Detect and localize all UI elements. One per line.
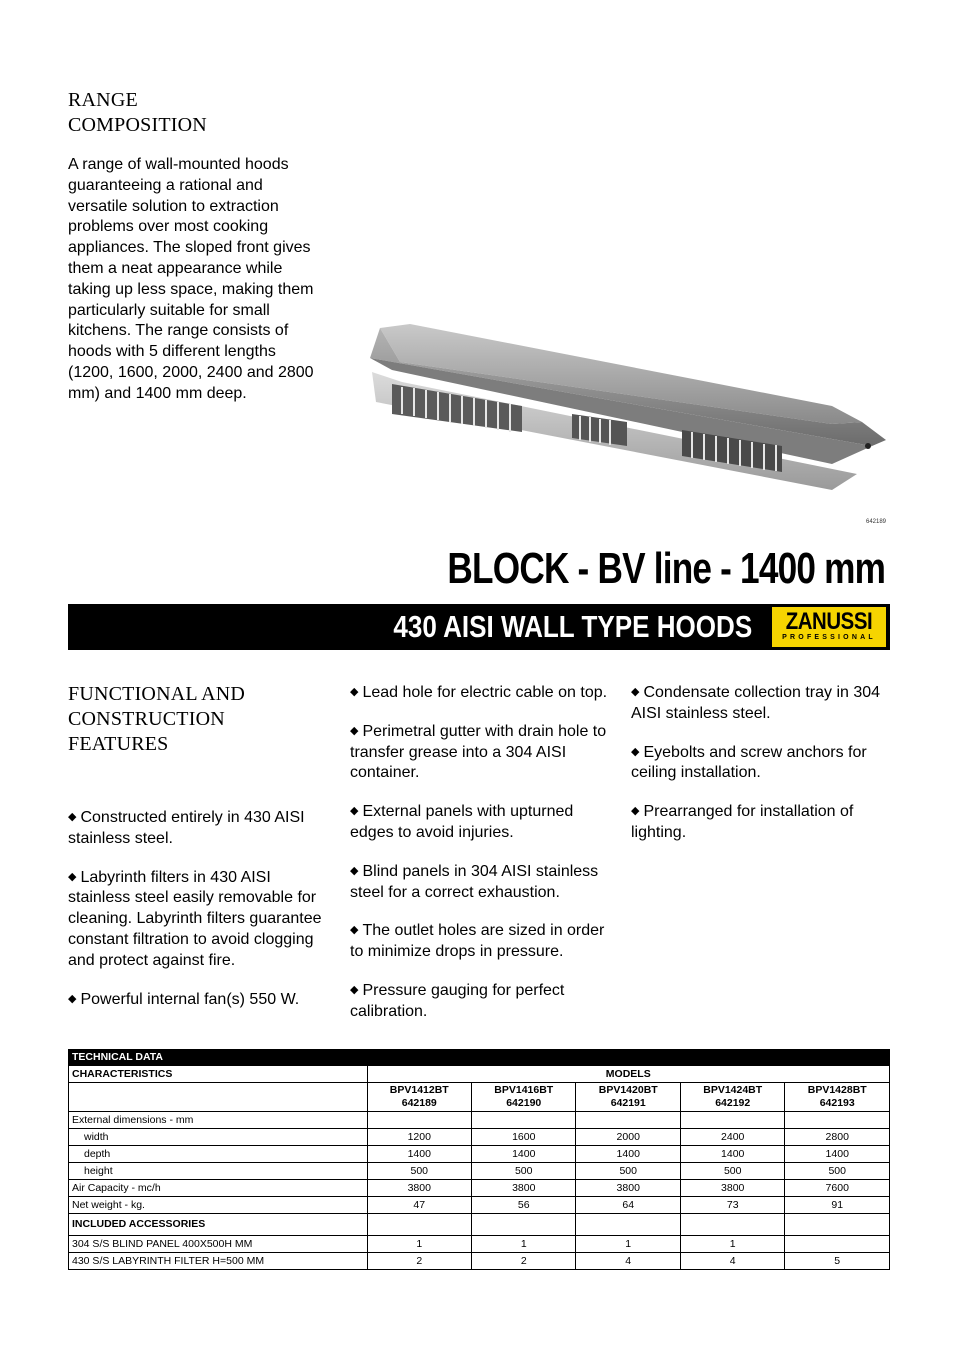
row-label: height — [69, 1163, 368, 1180]
features-heading-line2: CONSTRUCTION — [68, 708, 225, 730]
feature-item: ◆ External panels with upturned edges to avoid injuries. — [350, 803, 574, 841]
value-cell: 1 — [472, 1236, 576, 1253]
value-cell: 64 — [576, 1197, 680, 1214]
zanussi-logo — [772, 607, 886, 647]
range-description: A range of wall-mounted hoods guaranteeing a rational and versatile solution to extraction problems over most cooking appliances. The sloped front gives them a neat appearance while taking up less space, making them particularly suitable for small kitchens. The range consists of hoods with 5 different lengths (1200, 1600, 2000, 2400 and 2800 mm) and 1400 mm deep. — [68, 156, 314, 402]
features-column-1 — [68, 807, 324, 1027]
value-cell: 2000 — [576, 1129, 680, 1146]
table-header-row — [69, 1066, 890, 1083]
value-cell: 2 — [367, 1253, 471, 1270]
table-title: TECHNICAL DATA — [69, 1050, 890, 1066]
value-cell: 500 — [680, 1163, 784, 1180]
value-cell: 5 — [785, 1253, 890, 1270]
feature-item: ◆ Lead hole for electric cable on top. — [350, 684, 608, 701]
feature-item: ◆ The outlet holes are sized in order to minimize drops in pressure. — [350, 922, 605, 961]
value-cell: 3800 — [367, 1180, 471, 1197]
row-label: Air Capacity - mc/h — [69, 1180, 368, 1197]
model-cell: BPV1424BT 642192 — [680, 1083, 784, 1112]
hood-product-image — [362, 322, 890, 500]
value-cell: 56 — [472, 1197, 576, 1214]
bullet-icon: ◆ — [350, 805, 359, 818]
table-row — [69, 1180, 890, 1197]
features-heading-line1: FUNCTIONAL AND — [68, 683, 246, 705]
row-label: 430 S/S LABYRINTH FILTER H=500 MM — [69, 1253, 368, 1270]
value-cell: 73 — [680, 1197, 784, 1214]
brand-subtitle: PROFESSIONAL — [782, 634, 876, 641]
value-cell: 3800 — [576, 1180, 680, 1197]
value-cell — [785, 1236, 890, 1253]
value-cell: 1 — [680, 1236, 784, 1253]
accessories-header: INCLUDED ACCESSORIES — [69, 1214, 368, 1236]
value-cell: 1400 — [680, 1146, 784, 1163]
table-title-row — [69, 1050, 890, 1066]
table-row — [69, 1129, 890, 1146]
feature-item: ◆ Condensate collection tray in 304 AISI stainless steel. — [631, 684, 881, 722]
range-heading — [68, 88, 308, 138]
feature-item: ◆ Eyebolts and screw anchors for ceiling installation. — [631, 743, 867, 782]
row-label: External dimensions - mm — [69, 1112, 368, 1129]
feature-item: ◆ Pressure gauging for perfect calibration. — [350, 981, 565, 1020]
bullet-icon: ◆ — [350, 686, 359, 698]
features-column-2 — [350, 682, 612, 1040]
value-cell: 1400 — [367, 1146, 471, 1163]
value-cell: 91 — [785, 1197, 890, 1214]
row-label: Net weight - kg. — [69, 1197, 368, 1214]
value-cell: 500 — [472, 1163, 576, 1180]
bullet-icon: ◆ — [631, 745, 640, 758]
value-cell: 3800 — [680, 1180, 784, 1197]
features-heading-line3: FEATURES — [68, 733, 169, 755]
table-row — [69, 1197, 890, 1214]
value-cell: 1400 — [785, 1146, 890, 1163]
brand-name: ZANUSSI — [785, 608, 873, 635]
row-label: 304 S/S BLIND PANEL 400X500H MM — [69, 1236, 368, 1253]
value-cell: 47 — [367, 1197, 471, 1214]
value-cell: 1200 — [367, 1129, 471, 1146]
characteristics-header: CHARACTERISTICS — [69, 1066, 368, 1083]
value-cell: 1 — [576, 1236, 680, 1253]
value-cell: 1400 — [576, 1146, 680, 1163]
product-title: BLOCK - BV line - 1400 mm — [447, 544, 885, 593]
model-cell: BPV1428BT 642193 — [785, 1083, 890, 1112]
table-row — [69, 1236, 890, 1253]
model-cell: BPV1420BT 642191 — [576, 1083, 680, 1112]
bullet-icon: ◆ — [68, 992, 77, 1005]
technical-data-table — [68, 1049, 890, 1270]
value-cell: 2 — [472, 1253, 576, 1270]
feature-item: ◆ Labyrinth filters in 430 AISI stainless steel easily removable for cleaning. Labyrinth filters guarantee constant filtration to avoid clogging and protect against fire. — [68, 868, 322, 969]
bullet-icon: ◆ — [68, 811, 77, 823]
range-heading-line1: RANGE — [68, 89, 138, 111]
feature-item: ◆ Prearranged for installation of lighting. — [631, 803, 854, 841]
value-cell: 500 — [785, 1163, 890, 1180]
table-row — [69, 1146, 890, 1163]
models-header: MODELS — [367, 1066, 889, 1083]
row-label: depth — [69, 1146, 368, 1163]
bullet-icon: ◆ — [631, 805, 640, 818]
feature-item: ◆ Powerful internal fan(s) 550 W. — [68, 990, 300, 1008]
bullet-icon: ◆ — [631, 686, 640, 698]
value-cell: 3800 — [472, 1180, 576, 1197]
feature-item: ◆ Constructed entirely in 430 AISI stainless steel. — [68, 809, 305, 847]
image-reference-code: 642189 — [866, 519, 887, 525]
value-cell: 1400 — [472, 1146, 576, 1163]
feature-item: ◆ Perimetral gutter with drain hole to transfer grease into a 304 AISI container. — [350, 722, 607, 782]
feature-item: ◆ Blind panels in 304 AISI stainless steel for a correct exhaustion. — [350, 862, 599, 901]
model-cell: BPV1412BT 642189 — [367, 1083, 471, 1112]
subtitle-bar — [68, 604, 890, 650]
features-column-3 — [631, 682, 890, 861]
model-cell: BPV1416BT 642190 — [472, 1083, 576, 1112]
range-heading-line2: COMPOSITION — [68, 114, 207, 136]
value-cell: 1600 — [472, 1129, 576, 1146]
table-row — [69, 1112, 890, 1129]
value-cell: 2800 — [785, 1129, 890, 1146]
table-row — [69, 1253, 890, 1270]
bullet-icon: ◆ — [350, 924, 359, 937]
empty-cell — [69, 1083, 368, 1112]
features-heading — [68, 682, 308, 757]
product-subtitle: 430 AISI WALL TYPE HOODS — [393, 609, 752, 644]
value-cell: 4 — [680, 1253, 784, 1270]
table-row — [69, 1163, 890, 1180]
value-cell: 4 — [576, 1253, 680, 1270]
bullet-icon: ◆ — [350, 983, 359, 996]
value-cell: 7600 — [785, 1180, 890, 1197]
bullet-icon: ◆ — [350, 724, 359, 737]
row-label: width — [69, 1129, 368, 1146]
accessories-header-row — [69, 1214, 890, 1236]
bullet-icon: ◆ — [68, 870, 77, 883]
value-cell: 500 — [576, 1163, 680, 1180]
bullet-icon: ◆ — [350, 864, 359, 877]
value-cell: 2400 — [680, 1129, 784, 1146]
value-cell: 1 — [367, 1236, 471, 1253]
models-row — [69, 1083, 890, 1112]
value-cell: 500 — [367, 1163, 471, 1180]
